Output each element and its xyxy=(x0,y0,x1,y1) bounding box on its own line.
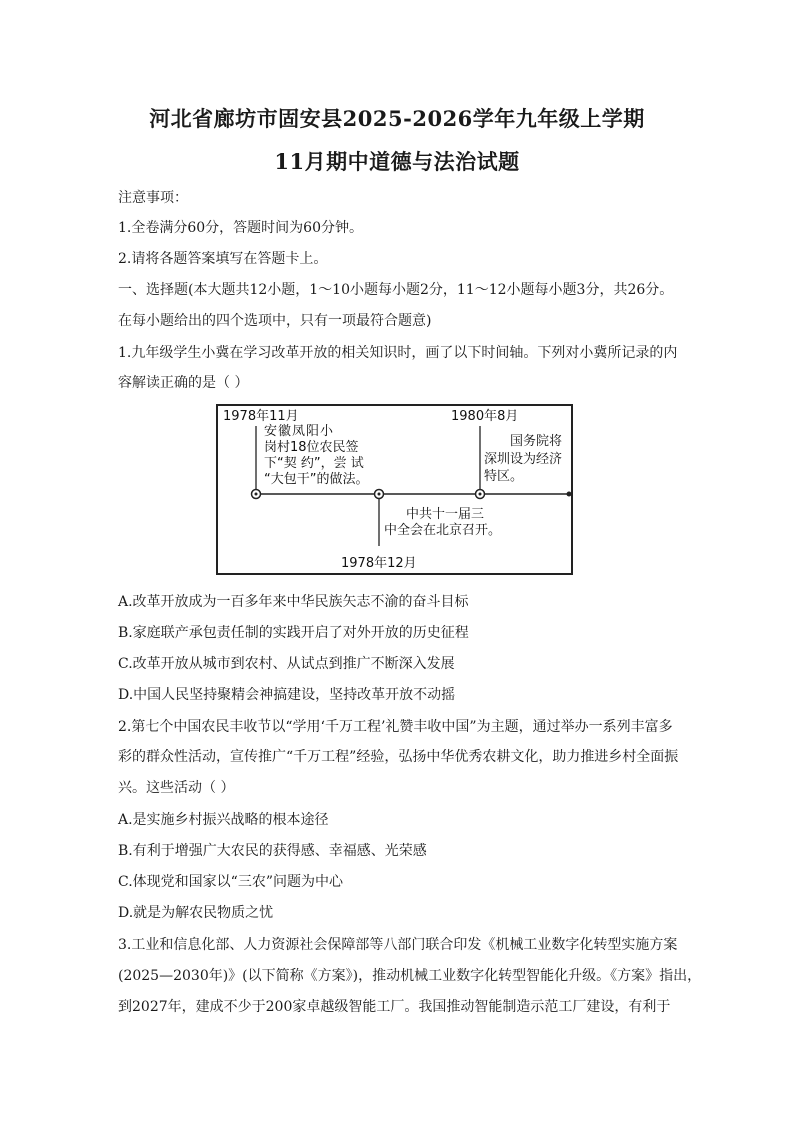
q1-option-b: B.家庭联产承包责任制的实践开启了对外开放的历史征程 xyxy=(118,625,469,641)
timeline-event3-line1: 国务院将 xyxy=(510,434,563,449)
timeline-event2-line2: 中全会在北京召开。 xyxy=(384,523,502,538)
note-item-2: 2.请将各题答案填写在答题卡上。 xyxy=(118,251,328,267)
timeline-date-2: 1978年12月 xyxy=(341,556,417,571)
timeline-event1-line2: 岗村18位农民签 xyxy=(264,440,359,455)
notes-heading: 注意事项： xyxy=(118,190,188,206)
timeline-node1-marker-center xyxy=(255,493,258,496)
note-item-1: 1.全卷满分60分，答题时间为60分钟。 xyxy=(118,220,363,236)
q2-option-a: A.是实施乡村振兴战略的根本途径 xyxy=(118,812,329,828)
q3-stem-line3: 到2027年，建成不少于200家卓越级智能工厂。我国推动智能制造示范工厂建设，有利于 xyxy=(118,999,671,1015)
timeline-event1-line3: 下“契 约”，尝 试 xyxy=(264,456,364,471)
timeline-date-1: 1978年11月 xyxy=(223,409,299,424)
q2-stem-line3: 兴。这些活动（ ） xyxy=(118,780,235,796)
q1-stem-line2: 容解读正确的是（ ） xyxy=(118,375,249,391)
q3-stem-line2: (2025—2030年)》(以下简称《方案》)，推动机械工业数字化转型智能化升级。《方案》指出， xyxy=(118,968,702,984)
q3-stem-line1: 3.工业和信息化部、人力资源社会保障部等八部门联合印发《机械工业数字化转型实施方案 xyxy=(118,937,678,953)
timeline-axis-end-dot xyxy=(567,492,572,497)
timeline-figure xyxy=(216,404,573,575)
timeline-event2-line1: 中共十一届三 xyxy=(406,507,485,522)
q2-stem-line1: 2.第七个中国农民丰收节以“学用‘千万工程’礼赞丰收中国”为主题，通过举办一系列丰富多 xyxy=(118,719,673,735)
q1-option-d: D.中国人民坚持聚精会神搞建设，坚持改革开放不动摇 xyxy=(118,687,456,703)
q2-option-c: C.体现党和国家以“三农”问题为中心 xyxy=(118,874,343,890)
q2-stem-line2: 彩的群众性活动，宣传推广“千万工程”经验，弘扬中华优秀农耕文化，助力推进乡村全面振 xyxy=(118,749,679,765)
timeline-event1-line4: “大包干”的做法。 xyxy=(264,472,369,487)
timeline-date-3: 1980年8月 xyxy=(451,409,519,424)
q1-option-c: C.改革开放从城市到农村、从试点到推广不断深入发展 xyxy=(118,656,455,672)
q1-stem-line1: 1.九年级学生小冀在学习改革开放的相关知识时，画了以下时间轴。下列对小冀所记录的内 xyxy=(118,345,678,361)
timeline-event1-line1: 安徽凤阳小 xyxy=(264,424,335,439)
timeline-node2-marker-center xyxy=(378,493,381,496)
q2-option-b: B.有利于增强广大农民的获得感、幸福感、光荣感 xyxy=(118,843,427,859)
timeline-event3-line2: 深圳设为经济 xyxy=(484,452,563,467)
timeline-event3-line3: 特区。 xyxy=(484,469,524,484)
q1-option-a: A.改革开放成为一百多年来中华民族矢志不渝的奋斗目标 xyxy=(118,594,469,610)
page-title-line2: 11月期中道德与法治试题 xyxy=(274,149,520,174)
timeline-node3-marker-center xyxy=(479,493,482,496)
section-heading-line1: 一、选择题(本大题共12小题，1～10小题每小题2分，11～12小题每小题3分，共26分。 xyxy=(118,282,674,298)
page-title-line1: 河北省廊坊市固安县2025-2026学年九年级上学期 xyxy=(149,106,645,131)
section-heading-line2: 在每小题给出的四个选项中，只有一项最符合题意) xyxy=(118,313,432,329)
q2-option-d: D.就是为解农民物质之忧 xyxy=(118,905,274,921)
